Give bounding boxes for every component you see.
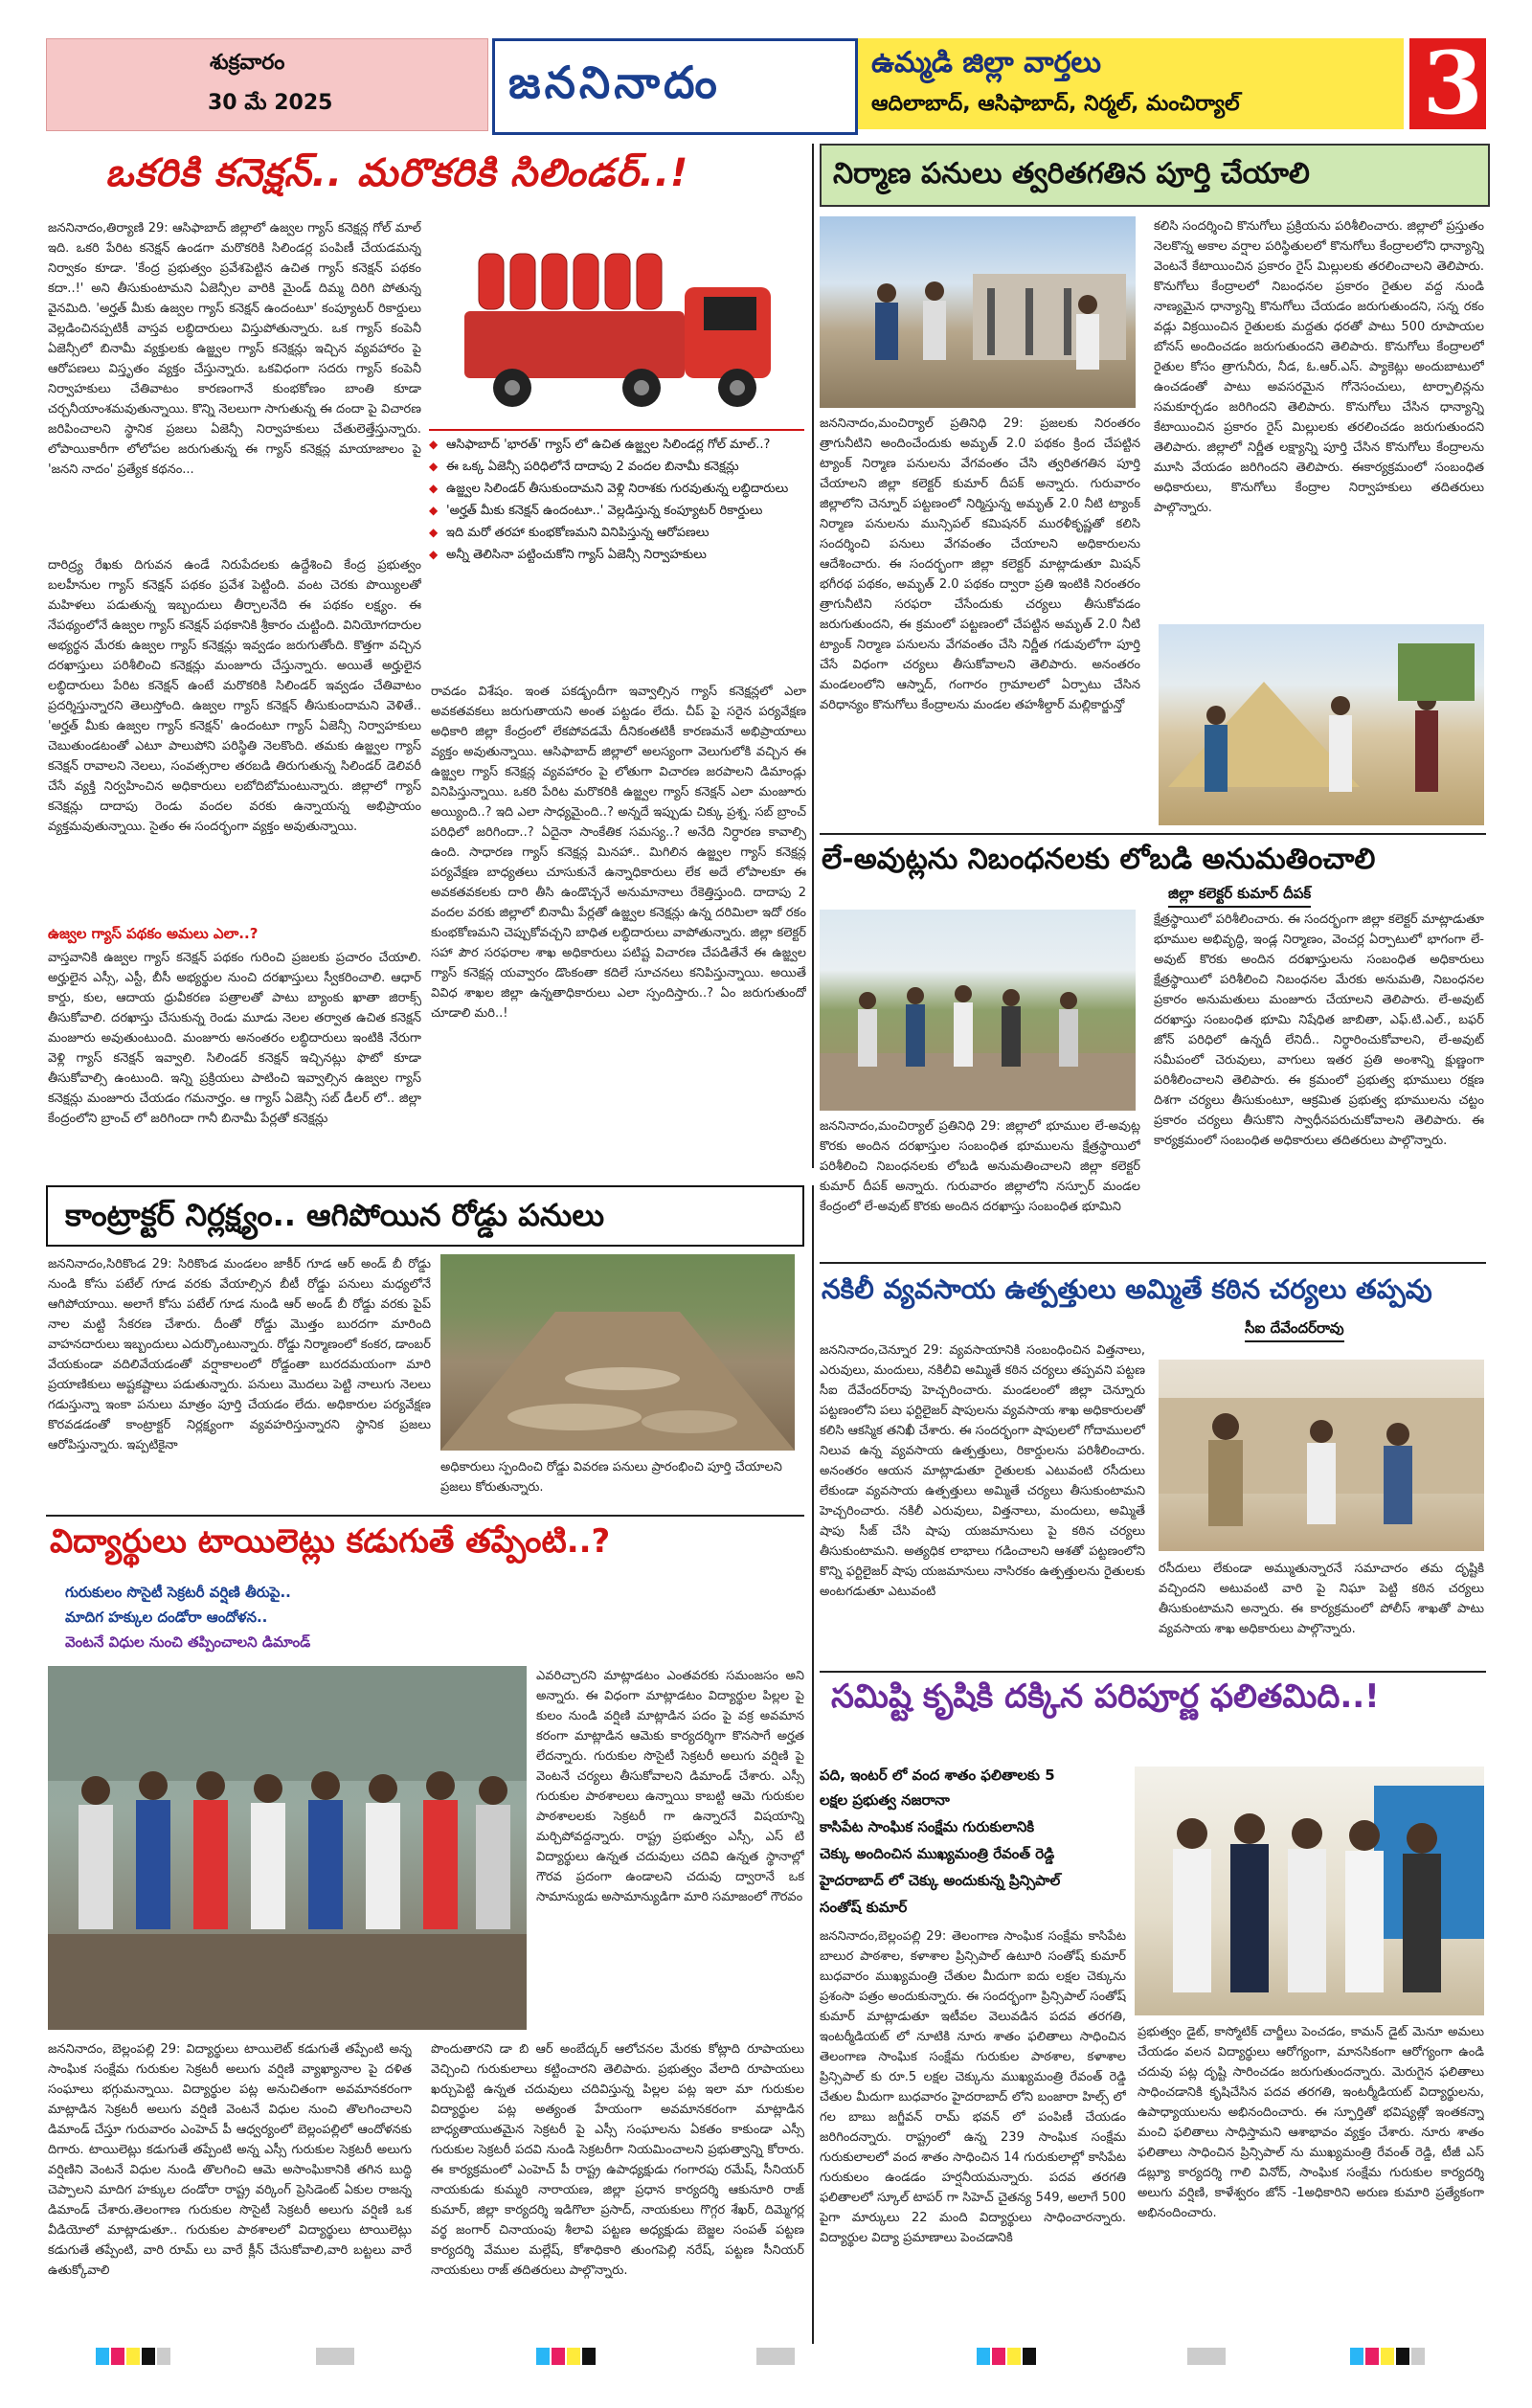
masthead (46, 33, 1486, 134)
fake-byline: సీఐ దేవేందర్‌రావు (1245, 1319, 1344, 1342)
road-headline-box (46, 1185, 804, 1247)
fake-body-2: రసీదులు లేకుండా అమ్ముతున్నారనే సమాచారం తమ దృష్టికి వచ్చిందని అటువంటి వారి పై నిఘా పెట్టి కఠిన చర్యలు తీసుకుంటామని అన్నారు. ఈ కార్యక్రమంలో పోలీస్ శాఖతో పాటు వ్యవసాయ శాఖ అధికారులు పాల్గొన్నారు. (1159, 1562, 1484, 1636)
highlight-item: ◆ 'అర్హత్ మీకు కనెక్షన్ ఉందంటూ..' వెల్లడిస్తున్న కంప్యూటర్ రికార్డులు (429, 501, 804, 521)
layout-body: జననినాదం,మంచిర్యాల్ ప్రతినిధి 29: జిల్లాలో భూముల లే-అవుట్ల కొరకు అందిన దరఖాస్తుల సంబంధిత భూములను క్షేత్రస్థాయిలో పరిశీలించి నిబంధనలకు లోబడి అనుమతించాలని జిల్లా కలెక్టర్ కుమార్ దీపక్ అన్నారు. గురువారం జిల్లాలోని నస్పూర్ మండల కేంద్రంలో లే-అవుట్ కొరకు అందిన దరఖాస్తు సంబంధిత భూమిని (820, 1119, 1140, 1214)
layout-byline: జిల్లా కలెక్టర్ కుమార్ దీపక్ (1168, 885, 1311, 908)
construction-body-2: కలిసి సందర్శించి కొనుగోలు ప్రక్రియను పరిశీలించారు. జిల్లాలో ప్రస్తుతం నెలకొన్న అకాల వర్షాల పరిస్థితులలో కొనుగోలు కేంద్రాలలోని ధాన్యాన్ని వెంటనే కేటాయించిన ప్రకారం రైస్ మిల్లులకు తరలించాలని తెలిపారు. కొనుగోలు కేంద్రాలలో నిబంధనల ప్రకారం రైతుల వద్ద నుండి నాణ్యమైన ధాన్యాన్ని కొనుగోలు చేయడం జరుగుతుందని, సన్న రకం వడ్లు విక్రయించిన రైతులకు మద్దతు ధరతో పాటు 500 రూపాయల బోనస్ అందించడం జరుగుతుందని తెలిపారు. కొనుగోలు కేంద్రాలలో రైతుల కోసం త్రాగునీరు, నీడ, ఓ.ఆర్.ఎస్. ప్యాకెట్లు అందుబాటులో ఉంచడంతో పాటు అవసరమైన గోనెసంచులు, టార్పాలిన్లను సమకూర్చడం జరిగిందని తెలిపారు. కొనుగోలు చేసిన ధాన్యాన్ని కేటాయించిన ప్రకారం రైస్ మిల్లులకు తరలించడం జరుగుతుందని తెలిపారు. జిల్లాలో నిర్ణీత లక్ష్యాన్ని పూర్తి చేసిన కొనుగోలు కేంద్రాలను మూసి వేయడం జరిగిందని తెలిపారు. ఈకార్యక్రమంలో సంబంధిత అధికారులు, కొనుగోలు కేంద్రాల నిర్వాహకులు తదితరులు పాల్గొన్నారు. (1154, 219, 1484, 515)
section-divider (820, 1262, 1486, 1264)
gurukul-sub-2: లక్షల ప్రభుత్వ నజరానా (820, 1791, 950, 1809)
toilets-body-right: ఎవరిచ్చారని మాట్లాడటం ఎంతవరకు సమంజసం అని అన్నారు. ఈ విధంగా మాట్లాడటం విద్యార్థుల పిల్లల పై కులం నుండి వర్షిణి మాట్లాడిన పదం పై వక్ర అవమాన కరంగా మాట్లాడిన ఆమెకు కార్యదర్శిగా కొనసాగే అర్హత లేదన్నారు. గురుకుల సొసైటీ సెక్రటరీ అలుగు వర్షిణి పై వెంటనే చర్యలు తీసుకోవాలని డిమాండ్ చేశారు. ఎస్సీ గురుకుల పాఠశాలలు ఉన్నాయి కాబట్టి ఆమె గురుకుల పాఠశాలలకు సెక్రటరీ గా ఉన్నారనే విషయాన్ని మర్చిపోవద్దన్నారు. రాష్ట్ర ప్రభుత్వం ఎస్సీ, ఎస్ టి విద్యార్థులు ఉన్నత చదువులు చదివి ఉన్నత స్థానాల్లో గౌరవ ప్రదంగా ఉండాలని చదువు ద్వారానే ఒక సామాన్యుడు అసామాన్యుడిగా మారి సమాజంలో గౌరవం (536, 1669, 804, 1904)
highlight-item: ◆ అన్నీ తెలిసినా పట్టించుకోని గ్యాస్ ఏజెన్సీ నిర్వాహకులు (429, 545, 804, 565)
newspaper-name: జననినాదం (508, 56, 721, 108)
fake-headline: నకిలీ వ్యవసాయ ఉత్పత్తులు అమ్మితే కఠిన చర్యలు తప్పవు (822, 1273, 1432, 1305)
print-color-bar (1187, 2348, 1228, 2367)
print-color-bar (316, 2348, 356, 2367)
section-divider (46, 1515, 804, 1517)
paddy-centre-photo (1159, 624, 1484, 825)
gurukul-body: జననినాదం,బెల్లంపల్లి 29: తెలంగాణ సాంఘిక సంక్షేమ కాసిపేట బాలుర పాఠశాల, కళాశాల ప్రిన్సిపాల్ ఉటూరి సంతోష్ కుమార్ బుధవారం ముఖ్యమంత్రి చేతుల మీదుగా ఐదు లక్షల చెక్కును ప్రశంసా పత్రం అందుకున్నారు. ఈ సందర్భంగా ప్రిన్సిపాల్ సంతోష్ కుమార్ మాట్లాడుతూ ఇటీవల వెలువడిన పదవ తరగతి, ఇంటర్మీడియట్ లో నూటికి నూరు శాతం ఫలితాలు సాధించిన తెలంగాణ సాంఘిక సంక్షేమ గురుకుల పాఠశాల, కళాశాల ప్రిన్సిపాల్ కు రూ.5 లక్షల చెక్కును ముఖ్యమంత్రి రేవంత్ రెడ్డి చేతుల మీదుగా బుధవారం హైదరాబాద్ లోని బంజారా హిల్స్ లో గల బాబు జగ్జీవన్ రామ్ భవన్ లో పంపిణీ చేయడం జరిగిందన్నారు. రాష్ట్రంలో ఉన్న 239 సాంఘిక సంక్షేమ గురుకులాలలో వంద శాతం సాధించిన 14 గురుకులాల్లో కాసిపేట గురుకులం ఉండడం హర్షనీయమన్నారు. పదవ తరగతి ఫలితాలలో స్కూల్ టాపర్ గా సిహెచ్ చైతన్య 549, అలాగే 500 పైగా మార్కులు 22 మంది విద్యార్థులు సాధించారన్నారు. విద్యార్థుల విద్యా ప్రమాణాలు పెంచడానికి (820, 1929, 1126, 2245)
toilets-headline: విద్యార్థులు టాయిలెట్లు కడుగుతే తప్పేంటి..? (50, 1522, 611, 1561)
layout-scene (820, 910, 1136, 1111)
inspection-scene (1159, 1360, 1484, 1551)
gurukul-sub-3: కాసిపేట సాంఘిక సంక్షేమ గురుకులానికి (820, 1818, 1035, 1835)
highlight-item: ◆ ఇది మరో తరహా కుంభకోణమని వినిపిస్తున్న ఆరోపణలు (429, 523, 804, 543)
gurukul-sub-6: సంతోష్ కుమార్ (820, 1899, 908, 1916)
section-divider (820, 833, 1486, 835)
toilets-sub-3: వెంటనే విధుల నుంచి తప్పించాలని డిమాండ్ (65, 1633, 311, 1651)
issue-day: శుక్రవారం (210, 51, 285, 75)
road-caption: అధికారులు స్పందించి రోడ్డు వివరణ పనులు ప్రారంభించి పూర్తి చేయాలని ప్రజలు కోరుతున్నారు. (440, 1460, 782, 1495)
gas-headline: ఒకరికి కనెక్షన్.. మరొకరికి సిలిండర్..! (105, 151, 689, 195)
print-color-bar (977, 2348, 1038, 2367)
gurukul-sub-5: హైదరాబాద్ లో చెక్కు అందుకున్న ప్రిన్సిపాల్ (820, 1872, 1061, 1889)
print-color-bar (756, 2348, 797, 2367)
paddy-scene (1159, 624, 1484, 825)
gurukul-sub-4: చెక్కు అందించిన ముఖ్యమంత్రి రేవంత్ రెడ్డి (820, 1845, 1055, 1862)
layout-headline: లే-అవుట్లను నిబంధనలకు లోబడి అనుమతించాలి (822, 843, 1376, 876)
gas-body: జననినాదం,తిర్యాణి 29: ఆసిఫాబాద్ జిల్లాలో ఉజ్వల గ్యాస్ కనెక్షన్ల గోల్ మాల్ ఇది. ఒకరి పేరిట కనెక్షన్ ఉండగా మరొకరికి సిలిండర్ల పంపిణీ చేయడమన్న నిర్వాకం కూడా. 'కేంద్ర ప్రభుత్వం ప్రవేశపెట్టిన ఉచిత గ్యాస్ కనెక్షన్ పథకం కదా..!' అని తీసుకుంటామని ఏజెన్సీల వారికి మైండ్ దిమ్మ దిరిగి పోతున్న వైనమిది. 'అర్హత్ మీకు ఉజ్వల గ్యాస్ కనెక్షన్ ఉందంటూ' కంప్యూటర్ రికార్డులు వెల్లడించినప్పటికీ వాస్తవ లబ్ధిదారులు విస్తుపోతున్నారు. ఒక గ్యాస్ కంపెనీ ఏజెన్సీలో బినామీ వ్యక్తులకు ఉజ్జ్వల గ్యాస్ కనెక్షన్లు ఇచ్చిన వ్యవహారం పై ఆరోపణలు విస్తృతం వ్యక్తం చేస్తున్నారు. ఒకవిధంగా సదరు గ్యాస్ కంపెనీ నిర్వాహకులు చేతివాటం కారణంగానే కుంభకోణం బాంతి కూడా చర్చనీయాంశమవుతున్నాయి. కొన్ని నెలలుగా సాగుతున్న ఈ దందా పై విచారణ జరిపించాలని స్థానిక ప్రజలు ఏజెన్సీ నిర్వాహకులు చేతులెత్తేస్తున్నారు. లోపాయికారీగా లోలోపల జరుగుతున్న ఈ గ్యాస్ కనెక్షన్ల మాయాజాలం పై 'జనని నాదం' ప్రత్యేక కథనం... (48, 221, 421, 477)
gas-body-4: రావడం విశేషం. ఇంత పకడ్బందీగా ఇవ్వాల్సిన గ్యాస్ కనెక్షన్లలో ఎలా అవకతవకలు జరుగుతాయని అంత పట్టడం లేదు. చీప్ పై సరైన పర్యవేక్షణ అధికారి జిల్లా కేంద్రంలో లేకపోవడమే దీనికంతటికీ కారణమనే అభిప్రాయాలు వ్యక్తం అవుతున్నాయి. ఆసిఫాబాద్ జిల్లాలో అలస్యంగా వెలుగులోకి వచ్చిన ఈ ఉజ్జ్వల గ్యాస్ కనెక్షన్ల వ్యవహారం పై లోతుగా విచారణ జరపాలని డిమాండ్లు వినిపిస్తున్నాయి. ఒకరి పేరిట మరొకరికి ఉజ్జ్వల గ్యాస్ కనెక్షన్ ఎలా మంజూరు అయ్యింది..? ఇది ఎలా సాధ్యమైంది..? అన్నదే ఇప్పుడు చిక్కు ప్రశ్న. సబ్ బ్రాంచ్ పరిధిలో జరిగిందా..? ఏదైనా సాంకేతిక సమస్య..? అనేది నిర్ధారణ కావాల్సి ఉంది. సాధారణ గ్యాస్ కనెక్షన్ల మినహా.. మిగిలిన ఉజ్జ్వల గ్యాస్ కనెక్షన్ల పర్యవేక్షణ బాధ్యతలు చూసుకునే ఉన్నాధికారులు లేక అదే లోపాలకూ ఈ అవకతవకలకు దారి తీసి ఉండొచ్చనే అనుమానాలు రేకెత్తిస్తుంది. దాదాపు 2 వందల వరకు జిల్లాలో బినామీ పేర్లతో ఉజ్జ్వల కనెక్షన్లు ఉన్న దరిమిలా ఇదో రకం కుంభకోణమని చెప్పుకోవచ్చని బాధిత లబ్ధిదారులు వాపోతున్నారు. జిల్లా కలెక్టర్ సహా పౌర సరఫరాల శాఖ అధికారులు పటిష్ట విచారణ చేపడితేనే ఈ ఉజ్జ్వల గ్యాస్ కనెక్షన్ల యవ్వారం డొంకంతా కదిలే సూచనలు కనిపిస్తున్నాయి. అయితే వివిధ శాఖల జిల్లా ఉన్నతాధికారులు ఎలా స్పందిస్తారు..? ఏం జరుగుతుందో చూడాలి మరి..! (431, 685, 806, 1021)
construction-scene (820, 216, 1136, 408)
construction-headline: నిర్మాణ పనులు త్వరితగతిన పూర్తి చేయాలి (833, 157, 1310, 191)
fake-body: జననినాదం,చెన్నూర 29: వ్యవసాయానికి సంబంధించిన విత్తనాలు, ఎరువులు, మందులు, నకిలీవి అమ్మితే కఠిన చర్యలు తప్పవని పట్టణ సీఐ దేవేందర్‌రావు హెచ్చరించారు. మండలంలో జిల్లా చెన్నూరు పట్టణంలోని పలు ఫర్టిలైజర్ షాపులను వ్యవసాయ శాఖ అధికారులతో కలిసి ఆకస్మిక తనిఖీ చేశారు. ఈ సందర్భంగా షాపులలో గోదాములలో నిలువ ఉన్న వ్యవసాయ ఉత్పత్తులు, రికార్డులను పరిశీలించారు. అనంతరం ఆయన మాట్లాడుతూ రైతులకు ఎటువంటి రసీదులు లేకుండా వ్యవసాయ ఉత్పత్తులు అమ్మితే చర్యలు తీసుకుంటామని హెచ్చరించారు. నకిలీ ఎరువులు, విత్తనాలు, మందులు, అమ్మితే షాపు సీజ్ చేసి షాపు యజమానులు పై కఠిన చర్యలు తీసుకుంటామని. అత్యధిక లాభాలు గడించాలని ఆశతో పట్టణంలోని కొన్ని ఫర్టిలైజర్ షాపు యజమానులు నాసిరకం ఉత్పత్తులను రైతులకు అంటగడుతూ ఎటువంటి (820, 1343, 1145, 1599)
page-number: 3 (1423, 33, 1483, 134)
ceremony-scene (1135, 1767, 1484, 2015)
gas-highlights (429, 429, 804, 682)
toilets-body-mid: పొందుతారని డా బి ఆర్ అంబేద్కర్ ఆలోచనల మేరకు కోట్లాది రూపాయలు వెచ్చించి గురుకులాలు కట్టించారని తెలిపారు. ప్రభుత్వం వేలాది రూపాయలు ఖర్చుపెట్టి ఉన్నత చదువులు చదివిస్తున్న పిల్లల పట్ల ఇలా మా గురుకుల విద్యార్థుల పట్ల అత్యంత హేయంగా అవమానకరంగా మాట్లాడిన బాధ్యతాయుతమైన సెక్రటరీ పై ఎస్సీ సంఘాలను ఏకతం కాకుండా ఎస్సీ గురుకుల సెక్రటరీ పదవి నుండి సెక్రటరీగా నియమించాలని ప్రభుత్వాన్ని కోరారు. ఈ కార్యక్రమంలో ఎంహెచ్ పీ రాష్ట్ర ఉపాధ్యక్షుడు గంగారపు రమేష్, సీనియర్ నాయకుడు కుమ్మరి నారాయణ, జిల్లా ప్రధాన కార్యదర్శి ఆకునూరి రాజ్ కుమార్, జిల్లా కార్యదర్శి ఇడిగొలా ప్రసాద్, నాయకులు గొగ్గర శేఖర్, దిమ్మెగర్ల వర్థ జంగార్ చినాయంపు శీలావి పట్టణ అధ్యక్షుడు బెజ్జల సంపత్ పట్టణ కార్యదర్శి వేముల మల్లేష్, కోశాధికారి తుంగపెల్లి నరేష్, పట్టణ సీనియర్ నాయకులు రాజ్ తదితరులు పాల్గొన్నారు. (431, 2042, 804, 2278)
construction-photo (820, 216, 1136, 408)
highlight-item: ◆ ఈ ఒక్క ఏజెన్సీ పరిధిలోనే దాదాపు 2 వందల బినామీ కనెక్షన్లు (429, 457, 804, 477)
section-divider (820, 1671, 1486, 1673)
toilets-sub-2: మాదిగ హక్కుల దండోరా ఆందోళన.. (65, 1609, 268, 1626)
gas-subhead: ఉజ్వల గ్యాస్ పథకం అమలు ఎలా..? (48, 925, 259, 942)
newspaper-logo (492, 38, 858, 135)
page-number-box (1409, 33, 1486, 134)
region-districts: ఆదిలాబాద్, ఆసిఫాబాద్, నిర్మల్, మంచిర్యాల్ (871, 92, 1240, 116)
layout-photo (820, 910, 1136, 1111)
gurukul-headline: సమిష్టి కృషికి దక్కిన పరిపూర్ణ ఫలితమిది..! (831, 1677, 1380, 1716)
construction-body: జననినాదం,మంచిర్యాల్ ప్రతినిధి 29: ప్రజలకు నిరంతరం త్రాగునీటిని అందించేందుకు అమృత్ 2.0 పథకం క్రింద చేపట్టిన ట్యాంక్ నిర్మాణ పనులను వేగవంతం చేసి త్వరితగతిన పూర్తి చేయాలని జిల్లా కలెక్టర్ కుమార్ దీపక్ అన్నారు. గురువారం జిల్లాలోని చెన్నూర్ పట్టణంలో నిర్మిస్తున్న అమృత్ 2.0 నీటి ట్యాంక్ నిర్మాణ పనులను మున్సిపల్ కమిషనర్ మురళీకృష్ణతో కలిసి సందర్శించి పనులు వేగవంతం చేయాలని అధికారులను ఆదేశించారు. ఈ సందర్భంగా జిల్లా కలెక్టర్ మాట్లాడుతూ మిషన్ భగీరథ పథకం, అమృత్ 2.0 పథకం ద్వారా ప్రతి ఇంటికి నిరంతరం త్రాగునీటిని సరఫరా చేసేందుకు చర్యలు తీసుకోవడం జరుగుతుందని, ఈ క్రమంలో పట్టణంలో చేపట్టిన అమృత్ 2.0 నీటి ట్యాంక్ నిర్మాణ పనులను వేగవంతం చేసి నిర్ణీత గడువులోగా పూర్తి చేసే విధంగా చర్యలు తీసుకోవాలని తెలిపారు. అనంతరం మండలంలోని ఆస్నాద్, గంగారం గ్రామాలలో ఏర్పాటు చేసిన వరిధాన్యం కొనుగోలు కేంద్రాలను మండల తహశీల్దార్ మల్లికార్జున్తో (820, 416, 1140, 712)
cheque-ceremony-photo (1135, 1767, 1484, 2015)
protest-scene (48, 1666, 527, 2030)
print-color-bar (536, 2348, 597, 2367)
fake-inspection-photo (1159, 1360, 1484, 1551)
gas-body-2: దారిద్ర్య రేఖకు దిగువన ఉండే నిరుపేదలకు ఉద్దేశించి కేంద్ర ప్రభుత్వం బలహీనుల గ్యాస్ కనెక్షన్ పథకం ప్రవేశ పెట్టింది. వంట చెరకు పొయ్యిలతో మహిళలు పడుతున్న ఇబ్బందులు తీర్చాలనేది ఈ పథకం లక్ష్యం. ఈ నేపథ్యంలోనే ఉజ్వల గ్యాస్ కనెక్షన్ పథకానికి శ్రీకారం చుట్టింది. వినియోగదారుల అభ్యర్థన మేరకు ఉజ్వల గ్యాస్ కనెక్షన్లు ఇవ్వడం జరుగుతోంది. కొత్తగా వచ్చిన దరఖాస్తులు పరిశీలించి కనెక్షన్లు మంజూరు చేస్తున్నారు. అయితే అర్హులైన లబ్ధిదారులు పేరిట కనెక్షన్ ఉంటే మరొకరికి సిలిండర్ ఇవ్వడం చేతివాటం ప్రదర్శిస్తున్నారని తెలుస్తోంది. ఉజ్వల గ్యాస్ కనెక్షన్ తీసుకుందామని వెళితే.. 'అర్హత్ మీకు ఉజ్వల గ్యాస్ కనెక్షన్' ఉందంటూ గ్యాస్ ఏజెన్సీ నిర్వాహకులు చెబుతుండటంతో ఎటూ పాలుపోని పరిస్థితి నెలకొంది. తమకు ఉజ్జ్వల గ్యాస్ కనెక్షన్ రావాలని నెలలు, సంవత్సరాల తరబడి తిరుగుతున్న సిలిండర్ డెలివరీ చేసే వ్యక్తి నిర్వహించిన అధికారులు లబోదిబోమంటున్నారు. జిల్లాలో గ్యాస్ కనెక్షన్లు దాదాపు రెండు వందల వరకు ఉన్నాయన్న అభిప్రాయం వ్యక్తమవుతున్నాయి. సైతం ఈ సందర్భంగా వ్యక్తం అవుతున్నాయి. (48, 558, 421, 834)
region-title: ఉమ్మడి జిల్లా వార్తలు (871, 46, 1102, 79)
column-divider (812, 144, 814, 1168)
gas-truck-photo (436, 220, 800, 421)
date-box (46, 38, 488, 131)
toilets-body-left: జననినాదం, బెల్లంపల్లి 29: విద్యార్థులు టాయిలెట్ కడుగుతే తప్పేంటి అన్న సాంఘిక సంక్షేమ గురుకుల సెక్రటరీ అలుగు వర్షిణి వ్యాఖ్యానాల పై దళిత సంఘాలు భగ్గుమన్నాయి. విద్యార్థుల పట్ల అనుచితంగా అవమానకరంగా మాట్లాడిన సెక్రటరీ అలుగు వర్షిణి వెంటనే విధుల నుంచి తొలగించాలని డిమాండ్ చేస్తూ గురువారం ఎంహెచ్ పీ ఆధ్వర్యంలో బెల్లంపల్లిలో ఆందోళనకు దిగారు. టాయిలెట్లు కడుగుతే తప్పేంటి అన్న ఎస్సీ గురుకుల సెక్రటరీ అలుగు వర్షిణిని వెంటనే విధుల నుండి తొలగించి ఆమె అసాంఘికానికి తగిన బుద్ధి చెప్పాలని మాదిగ హక్కుల దండోరా రాష్ట్ర వర్కింగ్ ప్రెసిడెంట్ ఏకుల రాజన్న డిమాండ్ చేశారు.తెలంగాణ గురుకుల సొసైటీ సెక్రటరీ అలుగు వర్షిణి ఒక వీడియోలో మాట్లాడుతూ.. గురుకుల పాఠశాలలో విద్యార్థులు టాయిలెట్లు కడుగుతే తప్పేంటి, వారి రూమ్ లు వారే క్లీన్ చేసుకోవాలి,వారి బట్టలు వారే ఉతుక్కోవాలి (48, 2042, 412, 2278)
highlight-item: ◆ ఉజ్జ్వల సిలిండర్ తీసుకుందామని వెళ్లి నిరాశకు గురవుతున్న లబ్ధిదారులు (429, 479, 804, 499)
column-divider (812, 1185, 814, 2344)
highlight-item: ◆ ఆసిఫాబాద్ 'భారత్' గ్యాస్ లో ఉచిత ఉజ్జ్వల సిలిండర్ల గోల్ మాల్..? (429, 435, 804, 455)
road-photo (440, 1254, 795, 1451)
road-body: జననినాదం,సిరికొండ 29: సిరికొండ మండలం జాకీర్ గూడ ఆర్ అండ్ బీ రోడ్డు నుండి కోసు పటేల్ గూడ వరకు వేయాల్సిన బీటీ రోడ్డు పనులు మధ్యలోనే ఆగిపోయాయి. అలాగే కోసు పటేల్ గూడ నుండి ఆర్ అండ్ బీ రోడ్డు వరకు పైప్ నాల మట్టి సేకరణ చేశారు. దీంతో రోడ్డు మొత్తం బురదగా మారింది వాహనదారులు ఇబ్బందులు ఎదుర్కొంటున్నారు. రోడ్డు నిర్మాణంలో కంకర, డాంబర్ వేయకుండా వదిలివేయడంతో వర్షాకాలంలో రోడ్డంతా బురదమయంగా మారి ప్రయాణికులు అష్టకష్టాలు పడుతున్నారు. పనులు మొదలు పెట్టి నాలుగు నెలలు గడుస్తున్నా ఇంకా పనులు మాత్రం పూర్తి చేయడం లేదు. అధికారుల పర్యవేక్షణ కొరవడడంతో కాంట్రాక్టర్ నిర్లక్ష్యంగా వ్యవహరిస్తున్నారని స్థానిక ప్రజలు ఆరోపిస్తున్నారు. ఇప్పటికైనా (48, 1257, 431, 1452)
print-color-bar (1350, 2348, 1427, 2367)
muddy-road-scene (440, 1254, 795, 1451)
road-headline: కాంట్రాక్టర్ నిర్లక్ష్యం.. ఆగిపోయిన రోడ్డు పనులు (65, 1197, 605, 1233)
protest-photo (48, 1666, 527, 2030)
issue-date: 30 మే 2025 (208, 91, 333, 115)
layout-body-2: క్షేత్రస్థాయిలో పరిశీలించారు. ఈ సందర్భంగా జిల్లా కలెక్టర్ మాట్లాడుతూ భూముల అభివృద్ధి, ఇండ్ల నిర్మాణం, వెంచర్ల ఏర్పాటులో భాగంగా లే-అవుట్ కొరకు అందిన దరఖాస్తులను సంబంధిత అధికారులు క్షేత్రస్థాయిలో పరిశీలించి నిబంధనల మేరకు అనుమతి, నిబంధనల ప్రకారం అనుమతులు మంజూరు చేయాలని తెలిపారు. లే-అవుట్ దరఖాస్తు సంబంధిత భూమి నిషేధిత జాబితా, ఎఫ్.టి.ఎల్., బఫర్ జోన్ పరిధిలో ఉన్నదీ లేనిదీ.. నిర్ధారించుకోవాలని, లే-అవుట్ సమీపంలో చెరువులు, వాగులు ఇతర ప్రతి అంశాన్ని క్షుణ్ణంగా పరిశీలించాలని తెలిపారు. ఈ క్రమంలో ప్రభుత్వ భూములు రక్షణ దిశగా చర్యలు తీసుకుంటూ, ఆక్రమిత ప్రభుత్వ భూములను చట్టం ప్రకారం చర్యలు తీసుకొని స్వాధీనపరుచుకోవాలని తెలిపారు. ఈ కార్యక్రమంలో సంబంధిత అధికారులు తదితరులు పాల్గొన్నారు. (1154, 912, 1484, 1148)
gurukul-sub-1: పది, ఇంటర్ లో వంద శాతం ఫలితాలకు 5 (820, 1767, 1055, 1784)
truck-illustration (436, 220, 800, 421)
toilets-sub-1: గురుకులం సొసైటీ సెక్రటరీ వర్షిణి తీరుపై.. (65, 1584, 291, 1601)
gurukul-body-2: ప్రభుత్వం డైట్, కాస్మోటిక్ చార్జీలు పెంచడం, కామన్ డైట్ మెనూ అమలు చేయడం వలన విద్యార్థులు ఆరోగ్యంగా, మానసికంగా ఆరోగ్యంగా ఉండి చదువు పట్ల దృష్టి సారించడం జరుగుతుందన్నారు. మెరుగైన ఫలితాలు సాధించడానికి కృషిచేసిన పదవ తరగతి, ఇంటర్మీడియట్ విద్యార్థులను, ఉపాధ్యాయులను అభినందించారు. ఈ స్ఫూర్తితో భవిష్యత్లో ఇంతకన్నా మంచి ఫలితాలు సాధిస్తామని ఆశాభావం వ్యక్తం చేశారు. నూరు శాతం ఫలితాలు సాధించిన ప్రిన్సిపాల్ ను ముఖ్యమంత్రి రేవంత్ రెడ్డి, టీజీ ఎస్ డబ్ల్యూ కార్యదర్శి గాలి వినోద్, సాంఘిక సంక్షేమ గురుకుల కార్యదర్శి అలుగు వర్షిణి, కాళేశ్వరం జోన్ -1అధికారిని అరుణ కుమారి ప్రత్యేకంగా అభినందించారు. (1138, 2025, 1484, 2220)
region-banner (858, 38, 1404, 129)
gas-body-3: వాస్తవానికి ఉజ్వల గ్యాస్ కనెక్షన్ పథకం గురించి ప్రజలకు ప్రచారం చేయాలి. అర్హులైన ఎస్సీ, ఎస్టీ, బీసీ అభ్యర్థుల నుంచి దరఖాస్తులు స్వీకరించాలి. ఆధార్ కార్డు, కుల, ఆదాయ ధ్రువీకరణ పత్రాలతో పాటు బ్యాంకు ఖాతా జిరాక్స్ తీసుకోవాలి. దరఖాస్తు చేసుకున్న రెండు మూడు నెలల తర్వాత ఉచిత కనెక్షన్ మంజూరు అవుతుంటుంది. మంజూరు అనంతరం లబ్ధిదారులు ఇంటికి నేరుగా వెళ్లి గ్యాస్ కనెక్షన్ ఇవ్వాలి. సిలిండర్ కనెక్షన్ ఇచ్చినట్లు ఫొటో కూడా తీసుకోవాల్సి ఉంటుంది. ఇన్ని ప్రక్రియలు పాటించి ఇవ్వాల్సిన ఉజ్వల గ్యాస్ కనెక్షన్లు మంజూరు చేయడం గమనార్హం. ఆ గ్యాస్ ఏజెన్సీ సబ్ డీలర్ లో.. జిల్లా కేంద్రంలోని బ్రాంచ్ లో జరిగిందా గానీ బినామీ పేర్లతో కనెక్షన్లు (48, 951, 421, 1126)
print-color-bar (96, 2348, 172, 2367)
construction-headline-box (820, 144, 1490, 207)
